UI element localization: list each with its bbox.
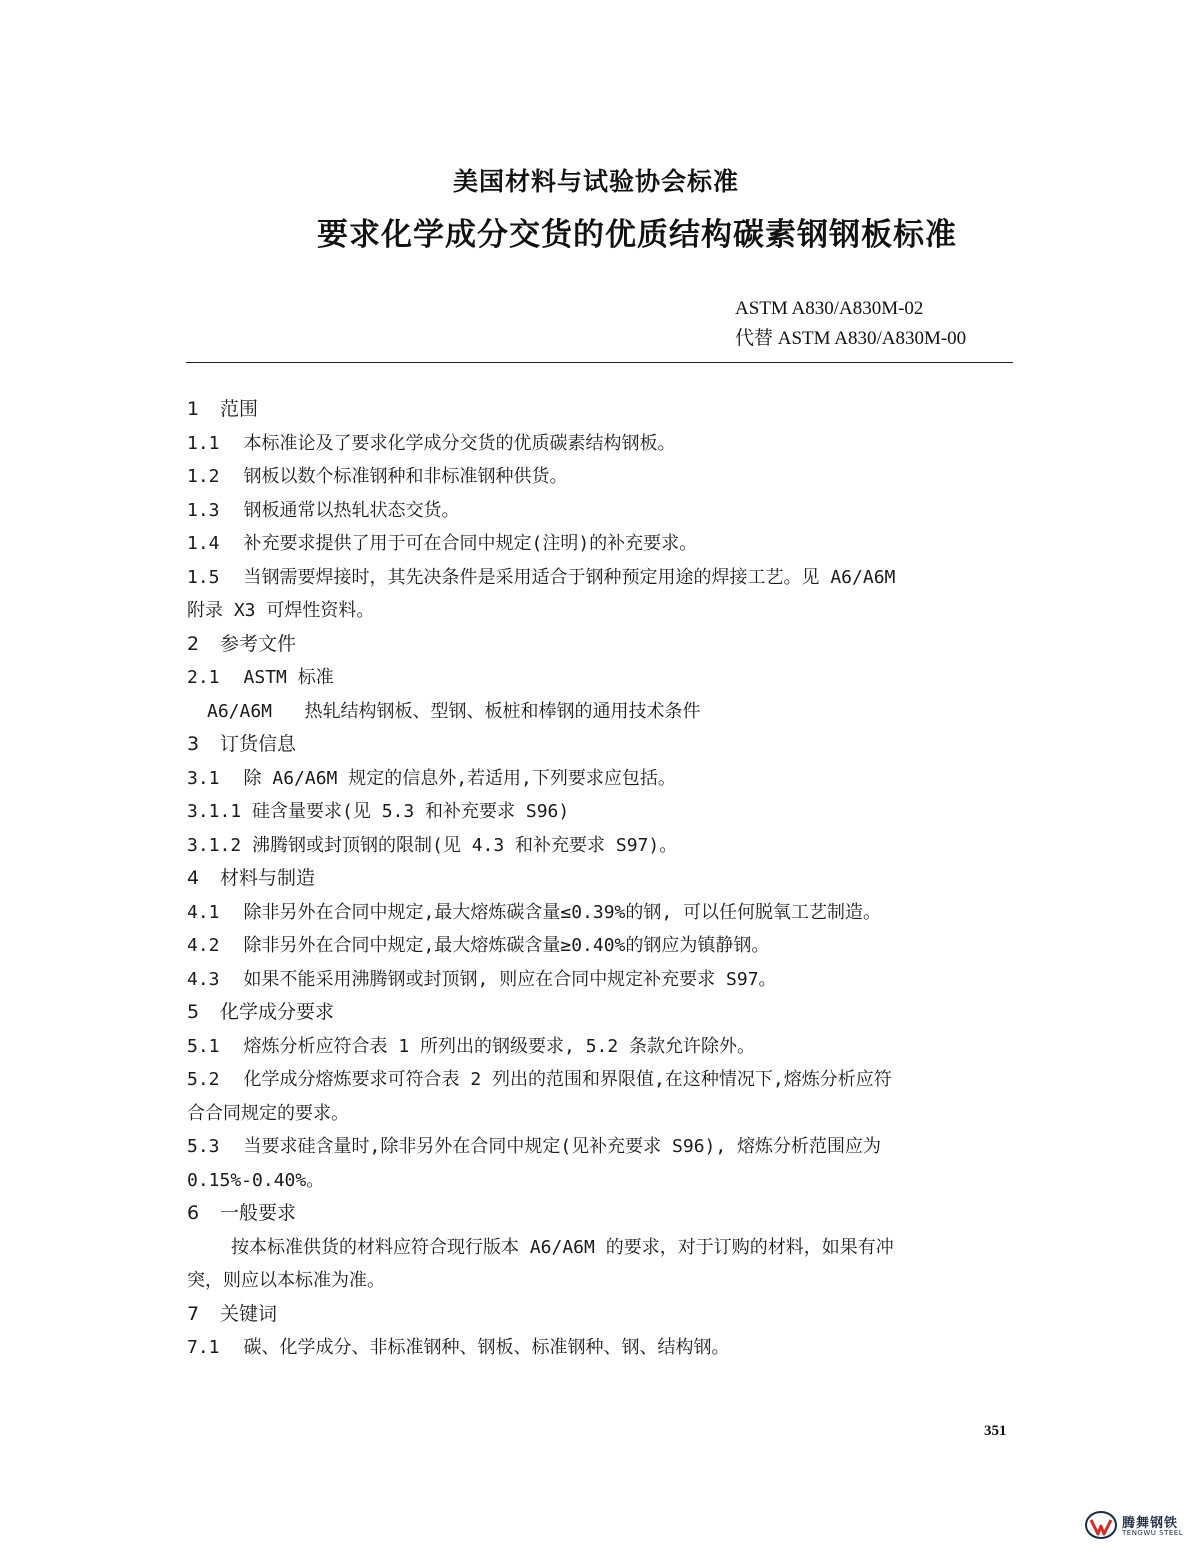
clause: 5.3 当要求硅含量时,除非另外在合同中规定(见补充要求 S96), 熔炼分析范围应为 (187, 1136, 882, 1157)
standard-codes (735, 294, 966, 354)
clause: 5.1 熔炼分析应符合表 1 所列出的钢级要求, 5.2 条款允许除外。 (187, 1035, 756, 1057)
clause: 4.2 除非另外在合同中规定,最大熔炼碳含量≥0.40%的钢应为镇静钢。 (187, 935, 770, 956)
section-heading: 7 关键词 (187, 1302, 278, 1325)
section-heading: 2 参考文件 (187, 632, 297, 655)
section-heading: 4 材料与制造 (187, 867, 316, 889)
clause-continuation: 合合同规定的要求。 (187, 1102, 349, 1124)
section-heading: 5 化学成分要求 (187, 1001, 335, 1023)
standard-code-replaces: 代替 ASTM A830/A830M-00 (735, 328, 967, 349)
clause: 1.4 补充要求提供了用于可在合同中规定(注明)的补充要求。 (187, 533, 698, 554)
standard-code-current: ASTM A830/A830M-02 (735, 298, 924, 319)
clause-continuation: 附录 X3 可焊性资料。 (187, 600, 375, 621)
clause: 2.1 ASTM 标准 (187, 667, 334, 688)
page-number: 351 (984, 1423, 1007, 1439)
organization-title: 美国材料与试验协会标准 (452, 167, 739, 196)
clause: 4.1 除非另外在合同中规定,最大熔炼碳含量≤0.39%的钢, 可以任何脱氧工艺制造。 (187, 901, 882, 923)
clause: 1.2 钢板以数个标准钢种和非标准钢种供货。 (187, 466, 568, 487)
paragraph-continuation: 突，则应以本标准为准。 (187, 1270, 385, 1291)
logo-name-cn: 腾舞钢铁 (1122, 1516, 1179, 1531)
clause: 5.2 化学成分熔炼要求可符合表 2 列出的范围和界限值,在这种情况下,熔炼分析应符 (187, 1069, 892, 1090)
logo-mark-icon (1084, 1508, 1118, 1542)
section-heading: 1 范围 (187, 398, 259, 420)
clause: 1.3 钢板通常以热轧状态交货。 (187, 499, 460, 521)
document-header (0, 162, 1198, 258)
sub-clause: 3.1.1 硅含量要求(见 5.3 和补充要求 S96) (187, 801, 570, 822)
clause: 3.1 除 A6/A6M 规定的信息外,若适用,下列要求应包括。 (187, 767, 676, 789)
document-body (187, 393, 1013, 1365)
clause: 1.1 本标准论及了要求化学成分交货的优质碳素结构钢板。 (187, 432, 676, 454)
company-logo (1084, 1508, 1194, 1542)
section-heading: 6 一般要求 (187, 1202, 297, 1224)
header-divider (186, 362, 1013, 363)
clause: 7.1 碳、化学成分、非标准钢种、钢板、标准钢种、钢、结构钢。 (187, 1337, 730, 1358)
sub-clause: 3.1.2 沸腾钢或封顶钢的限制(见 4.3 和补充要求 S97)。 (187, 834, 678, 856)
clause-continuation: 0.15%-0.40%。 (187, 1169, 325, 1191)
document-title: 要求化学成分交货的优质结构碳素钢钢板标准 (317, 217, 957, 253)
clause: 4.3 如果不能采用沸腾钢或封顶钢, 则应在合同中规定补充要求 S97。 (187, 968, 777, 990)
reference-entry: A6/A6M 热轧结构钢板、型钢、板桩和棒钢的通用技术条件 (207, 700, 701, 722)
paragraph: 按本标准供货的材料应符合现行版本 A6/A6M 的要求，对于订购的材料，如果有冲 (231, 1236, 894, 1258)
logo-name-en: TENGWU STEEL (1122, 1529, 1184, 1537)
section-heading: 3 订货信息 (187, 733, 297, 755)
clause: 1.5 当钢需要焊接时，其先决条件是采用适合于钢种预定用途的焊接工艺。见 A6/A6M (187, 566, 896, 588)
